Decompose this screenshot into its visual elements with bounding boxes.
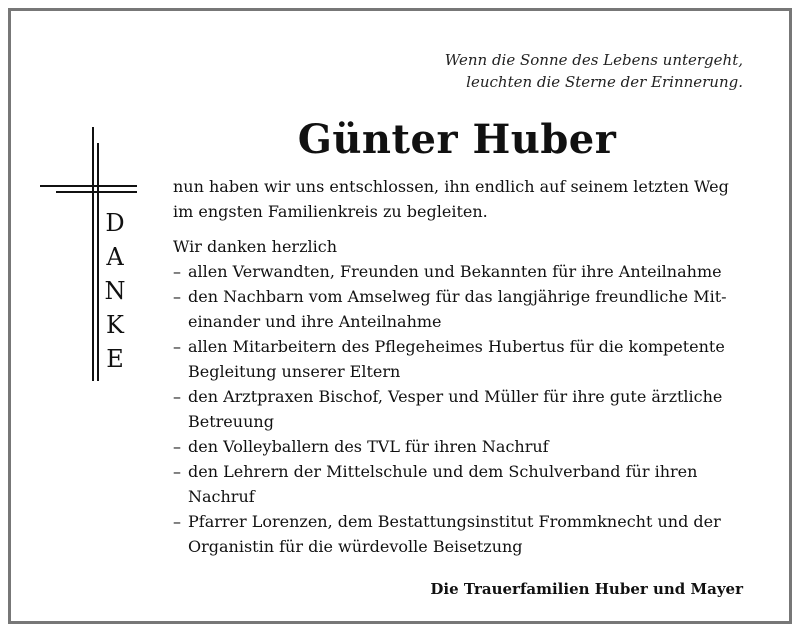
dash-bullet: – bbox=[173, 437, 181, 456]
cross-vertical-line bbox=[92, 127, 94, 381]
danke-vertical-text bbox=[102, 206, 128, 376]
cross-horizontal-line bbox=[40, 185, 137, 187]
danke-letter: D bbox=[105, 209, 125, 237]
deceased-name: Günter Huber bbox=[297, 116, 617, 163]
quote-line: Wenn die Sonne des Lebens untergeht, bbox=[444, 51, 743, 69]
dash-bullet: – bbox=[173, 387, 181, 406]
thanks-line: Betreuung bbox=[188, 412, 274, 431]
danke-letter: A bbox=[106, 243, 124, 271]
dash-bullet: – bbox=[173, 462, 181, 481]
thanks-item bbox=[173, 459, 743, 509]
cross-horizontal-line bbox=[56, 191, 137, 193]
thanks-line: einander und ihre Anteilnahme bbox=[188, 312, 442, 331]
thanks-line: Nachruf bbox=[188, 487, 255, 506]
dash-bullet: – bbox=[173, 337, 181, 356]
dash-bullet: – bbox=[173, 512, 181, 531]
notice-body bbox=[173, 174, 743, 559]
thanks-line: den Lehrern der Mittelschule und dem Schulverband für ihren bbox=[188, 462, 698, 481]
thanks-item bbox=[173, 384, 743, 434]
thanks-item bbox=[173, 284, 743, 334]
thanks-line: Organistin für die würdevolle Beisetzung bbox=[188, 537, 523, 556]
danke-letter: E bbox=[106, 345, 124, 373]
thanks-line: den Volleyballern des TVL für ihren Nachruf bbox=[188, 437, 549, 456]
intro-paragraph bbox=[173, 174, 743, 224]
intro-line: nun haben wir uns entschlossen, ihn endlich auf seinem letzten Weg bbox=[173, 177, 729, 196]
thanks-item bbox=[173, 509, 743, 559]
cross-vertical-line bbox=[97, 143, 99, 381]
thanks-line: allen Verwandten, Freunden und Bekannten für ihre Anteilnahme bbox=[188, 262, 722, 281]
thanks-item bbox=[173, 259, 743, 284]
dash-bullet: – bbox=[173, 287, 181, 306]
memorial-quote bbox=[343, 49, 743, 93]
thanks-line: den Nachbarn vom Amselweg für das langjährige freundliche Mit- bbox=[188, 287, 727, 306]
danke-letter: N bbox=[104, 277, 126, 305]
thanks-item bbox=[173, 434, 743, 459]
thanks-heading: Wir danken herzlich bbox=[173, 237, 338, 256]
danke-letter: K bbox=[106, 311, 124, 339]
thanks-line: Begleitung unserer Eltern bbox=[188, 362, 401, 381]
thanks-line: den Arztpraxen Bischof, Vesper und Müller für ihre gute ärztliche bbox=[188, 387, 723, 406]
signature: Die Trauerfamilien Huber und Mayer bbox=[430, 580, 743, 598]
dash-bullet: – bbox=[173, 262, 181, 281]
intro-line: im engsten Familienkreis zu begleiten. bbox=[173, 202, 488, 221]
quote-line: leuchten die Sterne der Erinnerung. bbox=[466, 73, 743, 91]
thanks-line: Pfarrer Lorenzen, dem Bestattungsinstitut Frommknecht und der bbox=[188, 512, 721, 531]
thanks-item bbox=[173, 334, 743, 384]
thanks-line: allen Mitarbeitern des Pflegeheimes Hubertus für die kompetente bbox=[188, 337, 725, 356]
